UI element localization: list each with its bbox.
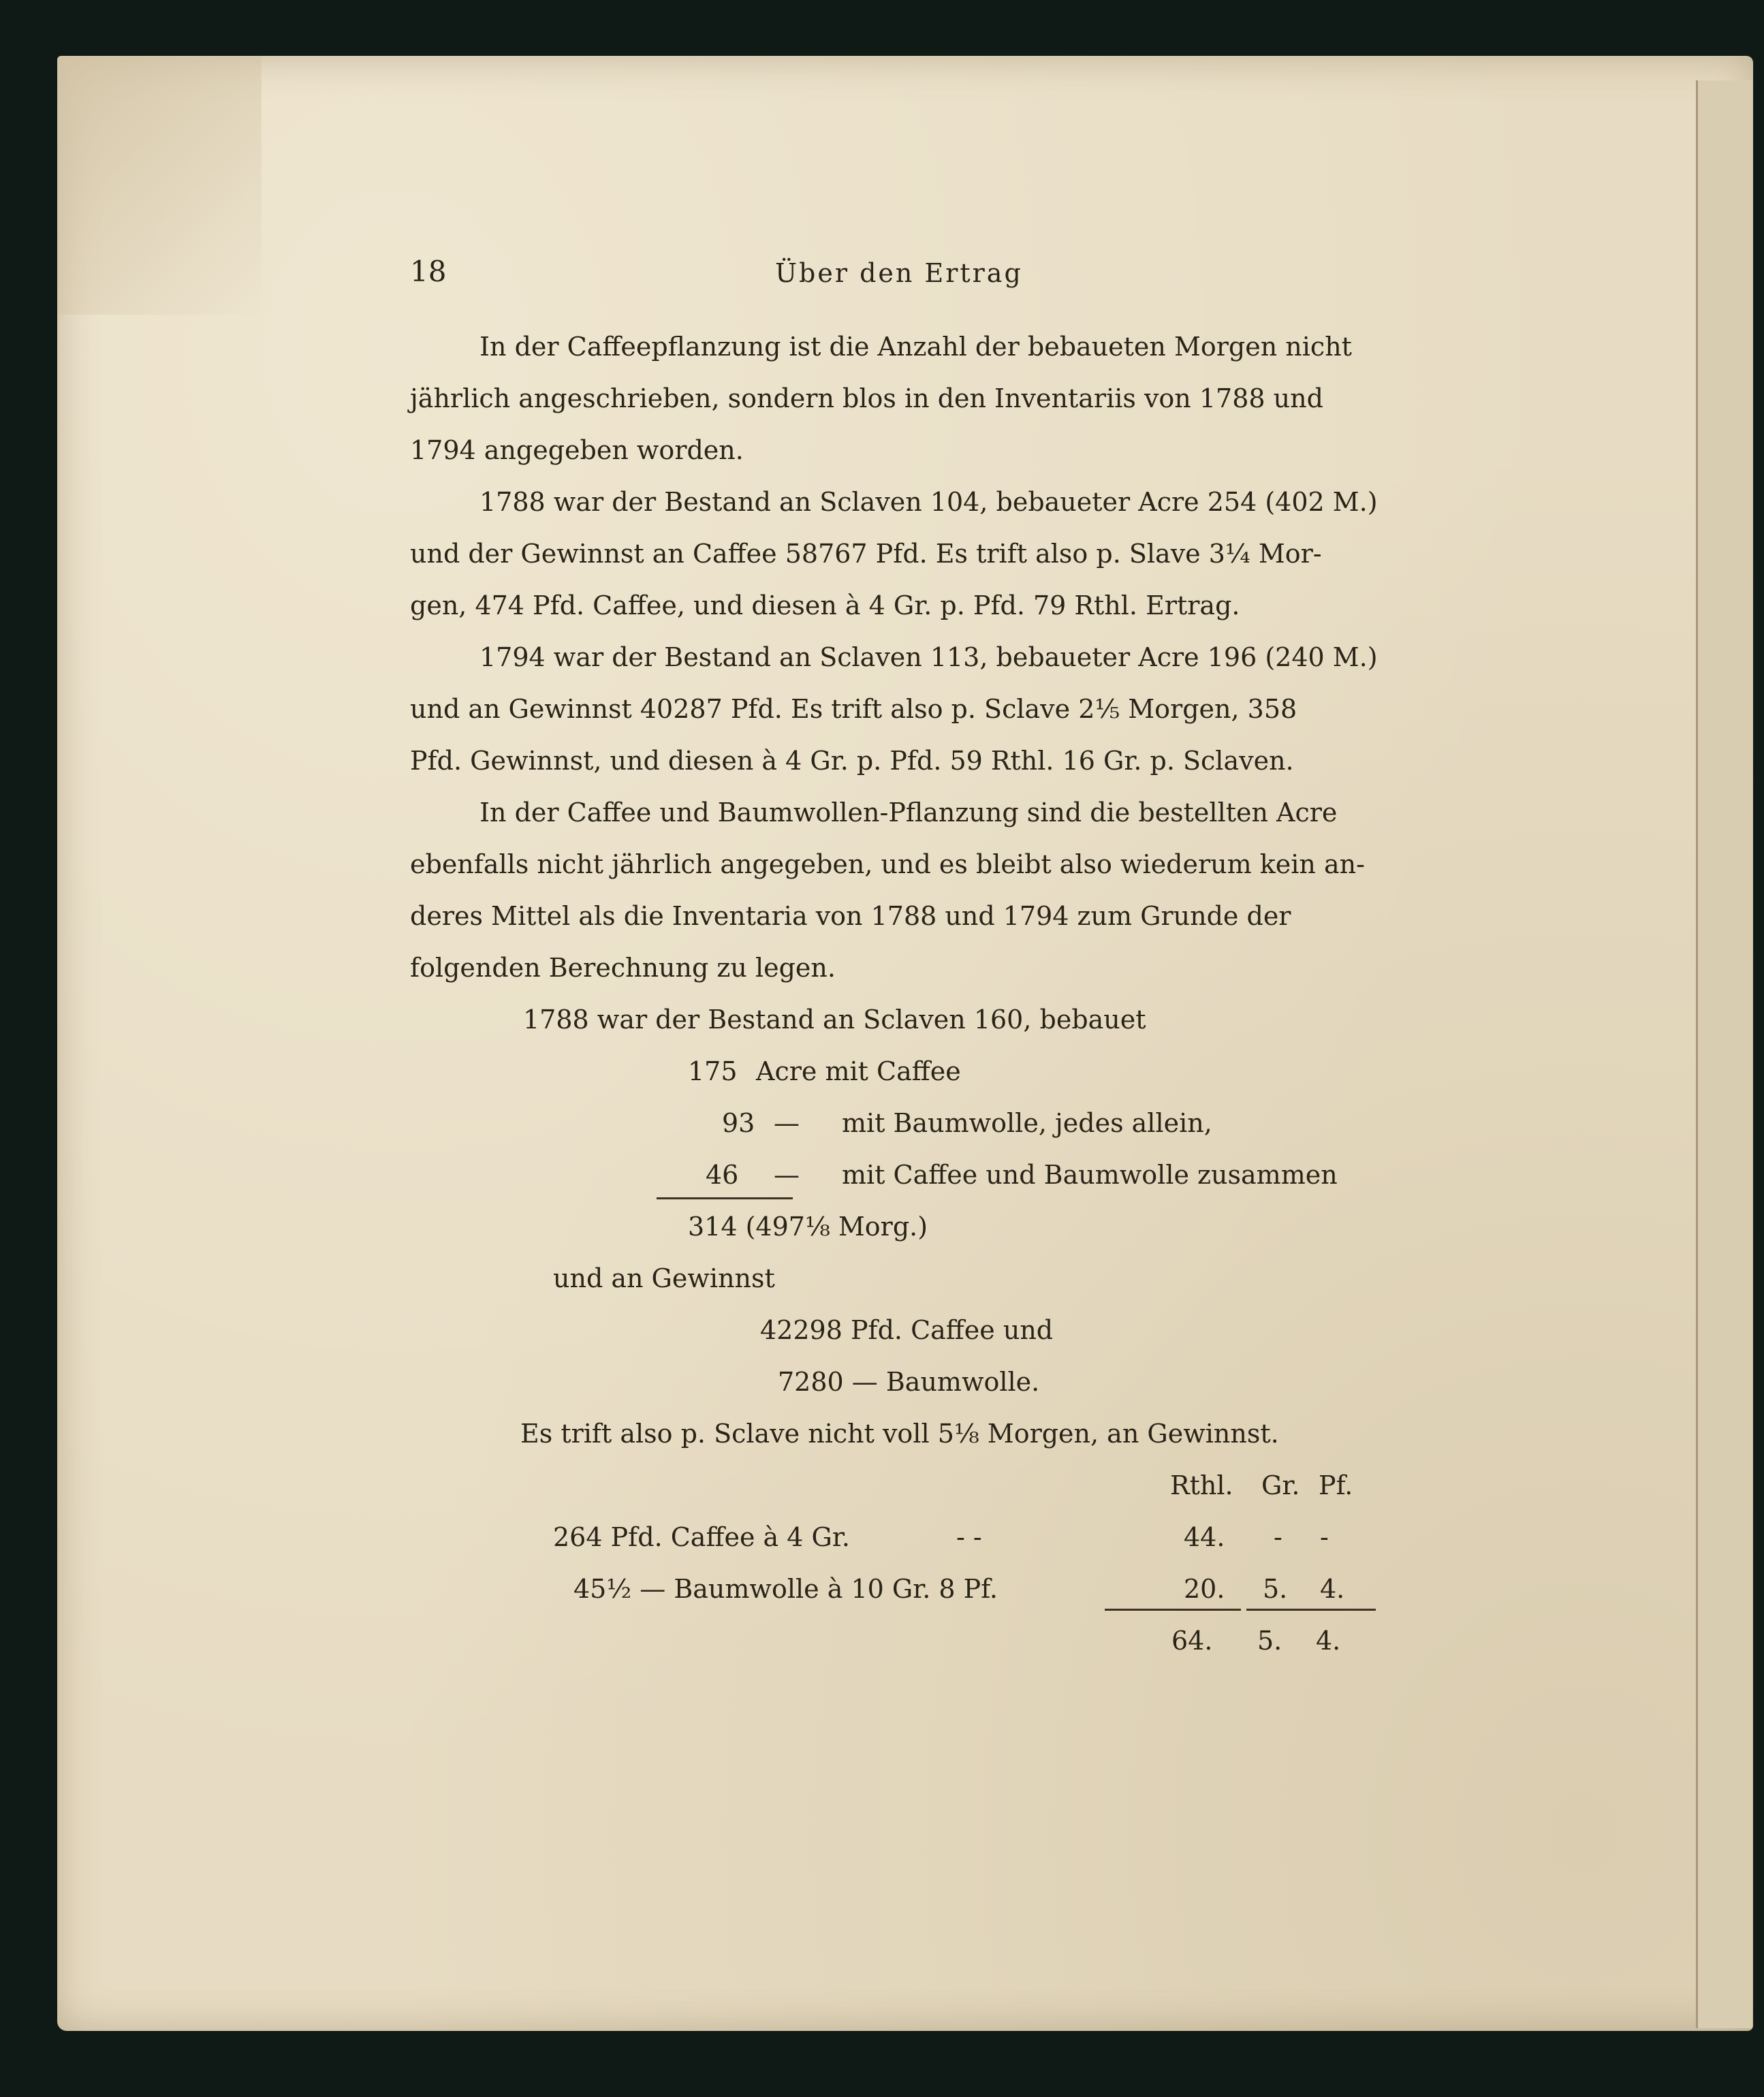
acre-total: 314 (497⅛ Morg.)	[688, 1212, 928, 1242]
facing-page-edge	[1696, 80, 1752, 2028]
sum-rule-rthl	[1105, 1609, 1241, 1611]
text-line: 1788 war der Bestand an Sclaven 104, bebaueter Acre 254 (402 M.)	[479, 487, 1378, 517]
ledger-rthl: 44.	[1184, 1522, 1225, 1552]
column-header-rthl: Rthl.	[1170, 1470, 1233, 1500]
page-number: 18	[410, 255, 447, 288]
page-corner-fold	[57, 56, 262, 315]
text-line: 1794 war der Bestand an Sclaven 113, bebaueter Acre 196 (240 M.)	[479, 642, 1378, 672]
text-line: In der Caffee und Baumwollen-Pflanzung sind die bestellten Acre	[479, 798, 1338, 827]
column-header-gr: Gr.	[1261, 1470, 1300, 1500]
ledger-total-rthl: 64.	[1171, 1626, 1213, 1656]
text-line: folgenden Berechnung zu legen.	[410, 953, 836, 983]
ledger-row-dots: - -	[956, 1522, 982, 1552]
ledger-gr: 5.	[1263, 1574, 1288, 1604]
summary-line: Es trift also p. Sclave nicht voll 5⅛ Morgen, an Gewinnst.	[520, 1419, 1279, 1449]
text-line: deres Mittel als die Inventaria von 1788 und 1794 zum Grunde der	[410, 901, 1291, 931]
text-line: 1788 war der Bestand an Sclaven 160, bebauet	[523, 1005, 1146, 1035]
sum-rule-gr-pf	[1246, 1609, 1376, 1611]
text-line: ebenfalls nicht jährlich angegeben, und es bleibt also wiederum kein an-	[410, 849, 1365, 879]
text-line: gen, 474 Pfd. Caffee, und diesen à 4 Gr. p. Pfd. 79 Rthl. Ertrag.	[410, 590, 1240, 620]
ledger-pf: -	[1320, 1522, 1329, 1552]
ledger-row-desc: 264 Pfd. Caffee à 4 Gr.	[553, 1522, 850, 1552]
ledger-gr: -	[1274, 1522, 1282, 1552]
acre-number: 46	[706, 1160, 739, 1190]
text-line: Pfd. Gewinnst, und diesen à 4 Gr. p. Pfd. 59 Rthl. 16 Gr. p. Sclaven.	[410, 746, 1294, 776]
text-line: 7280 — Baumwolle.	[778, 1367, 1040, 1397]
text-line: jährlich angeschrieben, sondern blos in den Inventariis von 1788 und	[410, 383, 1323, 413]
text-line: 42298 Pfd. Caffee und	[760, 1315, 1054, 1345]
text-line: 1794 angegeben worden.	[410, 435, 744, 465]
running-title: Über den Ertrag	[775, 258, 1023, 288]
ledger-total-pf: 4.	[1316, 1626, 1341, 1656]
text-line: und an Gewinnst 40287 Pfd. Es trift also p. Sclave 2⅕ Morgen, 358	[410, 694, 1297, 724]
ledger-total-gr: 5.	[1257, 1626, 1282, 1656]
sum-rule	[657, 1197, 793, 1199]
ditto-dash: —	[774, 1108, 800, 1138]
text-line: und der Gewinnst an Caffee 58767 Pfd. Es trift also p. Slave 3¼ Mor-	[410, 539, 1322, 569]
ditto-dash: —	[774, 1160, 800, 1190]
text-line: In der Caffeepflanzung ist die Anzahl der bebaueten Morgen nicht	[479, 332, 1352, 362]
text-line: und an Gewinnst	[553, 1263, 775, 1293]
acre-number: 175	[688, 1056, 738, 1086]
ledger-row-desc: 45½ — Baumwolle à 10 Gr. 8 Pf.	[573, 1574, 998, 1604]
acre-text: mit Caffee und Baumwolle zusammen	[842, 1160, 1338, 1190]
ledger-pf: 4.	[1320, 1574, 1345, 1604]
column-header-pf: Pf.	[1319, 1470, 1353, 1500]
acre-text: mit Baumwolle, jedes allein,	[842, 1108, 1212, 1138]
ledger-rthl: 20.	[1184, 1574, 1225, 1604]
acre-text: Acre mit Caffee	[756, 1056, 961, 1086]
acre-number: 93	[722, 1108, 755, 1138]
